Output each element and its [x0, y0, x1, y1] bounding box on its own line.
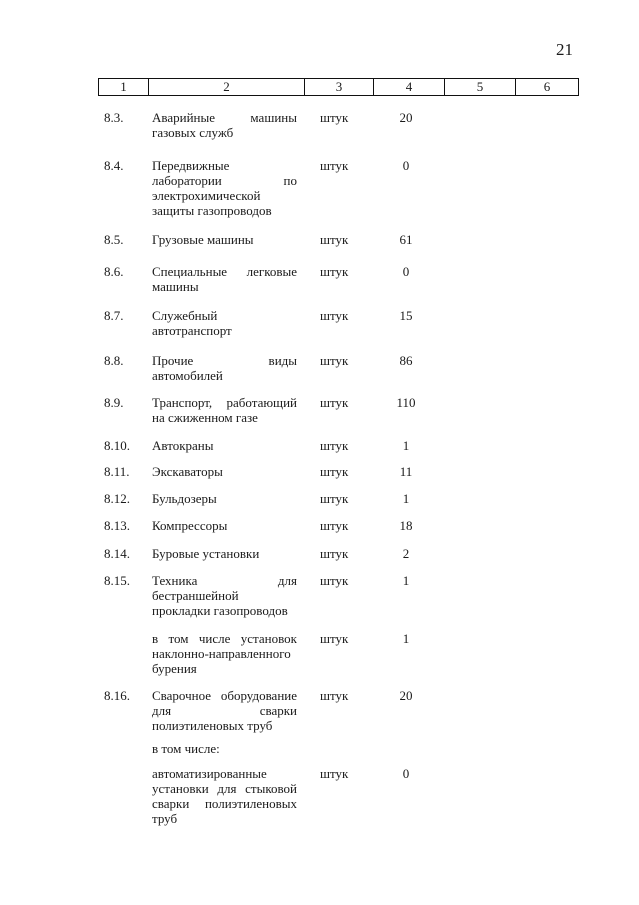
row-value: 1	[402, 491, 410, 506]
column-header-1: 1	[99, 79, 149, 96]
row-name: Экскаваторы	[152, 464, 223, 479]
row-value: 1	[402, 573, 410, 588]
row-unit: штук	[320, 573, 349, 588]
column-header-6: 6	[516, 79, 579, 96]
row-value: 110	[396, 395, 416, 410]
page-number: 21	[556, 40, 573, 59]
row-name: Передвижные лаборатории по электрохимической защиты газопроводов	[152, 158, 297, 218]
row-name: Компрессоры	[152, 518, 228, 533]
row-name: Бульдозеры	[152, 491, 217, 506]
row-unit: штук	[320, 546, 349, 561]
row-number: 8.10.	[104, 438, 130, 453]
row-unit: штук	[320, 438, 349, 453]
row-name: Автокраны	[152, 438, 214, 453]
row-value: 1	[402, 631, 410, 646]
row-value: 0	[402, 158, 410, 173]
row-unit: штук	[320, 395, 349, 410]
row-number: 8.16.	[104, 688, 130, 703]
row-unit: штук	[320, 688, 349, 703]
row-unit: штук	[320, 232, 349, 247]
row-value: 2	[402, 546, 410, 561]
column-header-row	[98, 78, 579, 96]
row-number: 8.7.	[104, 308, 124, 323]
row-value: 1	[402, 438, 410, 453]
row-name: Сварочное оборудование для сварки полиэтиленовых труб	[152, 688, 297, 733]
row-value: 20	[399, 688, 413, 703]
row-number: 8.6.	[104, 264, 124, 279]
column-header-5: 5	[445, 79, 516, 96]
row-name: Прочие виды автомобилей	[152, 353, 297, 383]
row-number: 8.5.	[104, 232, 124, 247]
row-unit: штук	[320, 766, 349, 781]
row-value: 15	[399, 308, 413, 323]
row-unit: штук	[320, 631, 349, 646]
row-name: Грузовые машины	[152, 232, 254, 247]
column-header-4: 4	[374, 79, 445, 96]
row-name: Транспорт, работающий на сжиженном газе	[152, 395, 297, 425]
column-header-2: 2	[149, 79, 305, 96]
row-name: Техника для бестраншейной прокладки газопроводов	[152, 573, 297, 618]
row-unit: штук	[320, 308, 349, 323]
row-name: в том числе установок наклонно-направленного бурения	[152, 631, 297, 676]
row-value: 11	[399, 464, 413, 479]
row-number: 8.9.	[104, 395, 124, 410]
row-unit: штук	[320, 353, 349, 368]
column-header-3: 3	[305, 79, 374, 96]
row-name: Аварийные машины газовых служб	[152, 110, 297, 140]
row-value: 18	[399, 518, 413, 533]
row-number: 8.13.	[104, 518, 130, 533]
row-name: Буровые установки	[152, 546, 260, 561]
row-unit: штук	[320, 264, 349, 279]
row-value: 0	[402, 766, 410, 781]
row-value: 0	[402, 264, 410, 279]
row-number: 8.4.	[104, 158, 124, 173]
row-unit: штук	[320, 464, 349, 479]
row-name: Специальные легковые машины	[152, 264, 297, 294]
row-number: 8.3.	[104, 110, 124, 125]
row-unit: штук	[320, 491, 349, 506]
row-name: автоматизированные установки для стыковой сварки полиэтиленовых труб	[152, 766, 297, 826]
row-value: 20	[399, 110, 413, 125]
row-number: 8.15.	[104, 573, 130, 588]
row-number: 8.11.	[104, 464, 130, 479]
row-name: Служебный автотранспорт	[152, 308, 232, 338]
row-unit: штук	[320, 158, 349, 173]
row-value: 61	[399, 232, 413, 247]
row-number: 8.14.	[104, 546, 130, 561]
row-unit: штук	[320, 518, 349, 533]
row-value: 86	[399, 353, 413, 368]
row-number: 8.12.	[104, 491, 130, 506]
row-name: в том числе:	[152, 741, 220, 756]
row-unit: штук	[320, 110, 349, 125]
row-number: 8.8.	[104, 353, 124, 368]
